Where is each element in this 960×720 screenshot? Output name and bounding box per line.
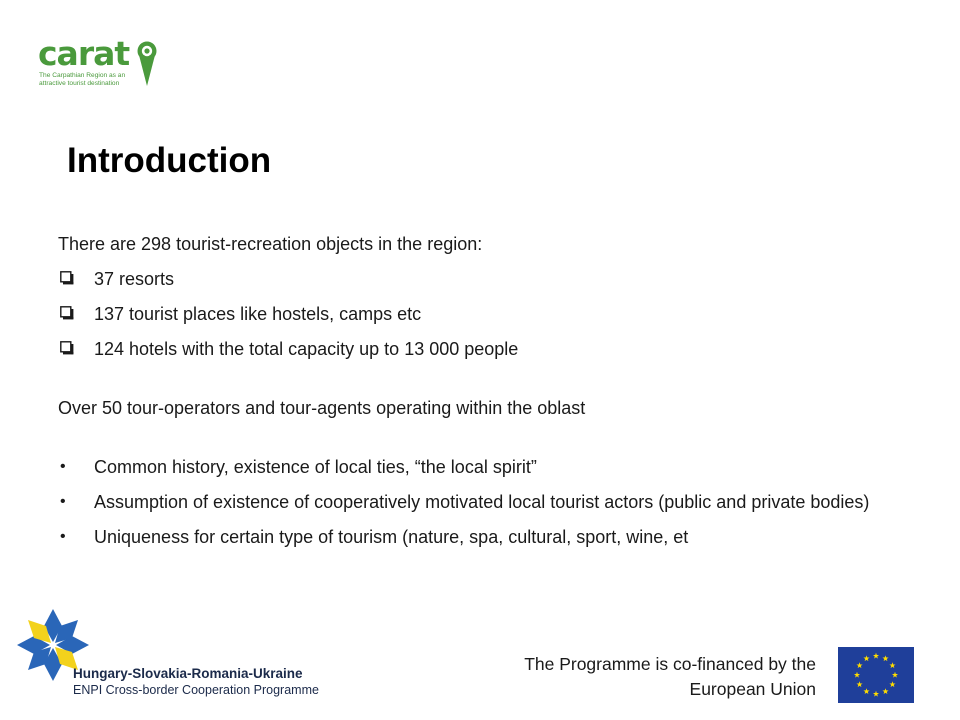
intro-paragraph: There are 298 tourist-recreation objects in the region: [58,234,483,254]
eu-cofinance-line-2: European Union [689,679,816,699]
checkbox-list [58,267,918,361]
bullet-dot-icon: • [60,493,66,510]
carat-logo-word: carat [38,34,130,73]
carat-tagline-line-2: attractive tourist destination [39,80,120,87]
map-pin-icon [136,40,158,88]
carat-logo-tagline [39,72,125,88]
bullet-list-item [58,455,918,479]
checkbox-bullet-icon [60,341,74,355]
slide-title: Introduction [67,141,272,180]
bullet-dot-icon: • [60,528,66,545]
bullet-list-item-text: Uniqueness for certain type of tourism (nature, spa, cultural, sport, wine, et [94,527,689,547]
carat-tagline-line-1: The Carpathian Region as an [39,72,126,79]
bullet-list [58,455,918,549]
checkbox-bullet-icon [60,306,74,320]
checkbox-list-item [58,337,918,361]
programme-name: Hungary-Slovakia-Romania-Ukraine [73,666,303,681]
bullet-list-item [58,525,918,549]
checkbox-list-item-text: 124 hotels with the total capacity up to 13 000 people [94,339,519,359]
checkbox-list-item [58,302,918,326]
tour-operators-paragraph: Over 50 tour-operators and tour-agents operating within the oblast [58,398,586,418]
eu-cofinance-text [524,652,816,702]
checkbox-bullet-icon [60,271,74,285]
bullet-list-item [58,490,918,514]
checkbox-list-item-text: 137 tourist places like hostels, camps etc [94,304,422,324]
checkbox-list-item [58,267,918,291]
eu-flag-icon [838,647,914,703]
checkbox-list-item-text: 37 resorts [94,269,175,289]
bullet-list-item-text: Common history, existence of local ties, “the local spirit” [94,457,537,477]
carat-logo [38,36,168,96]
programme-subtitle: ENPI Cross-border Cooperation Programme [73,683,319,697]
bullet-list-item-text: Assumption of existence of cooperatively motivated local tourist actors (public and private bodies) [94,492,870,512]
programme-logo [16,608,336,702]
bullet-dot-icon: • [60,458,66,475]
slide-body [58,232,918,549]
eu-cofinance-line-1: The Programme is co-financed by the [524,654,816,674]
